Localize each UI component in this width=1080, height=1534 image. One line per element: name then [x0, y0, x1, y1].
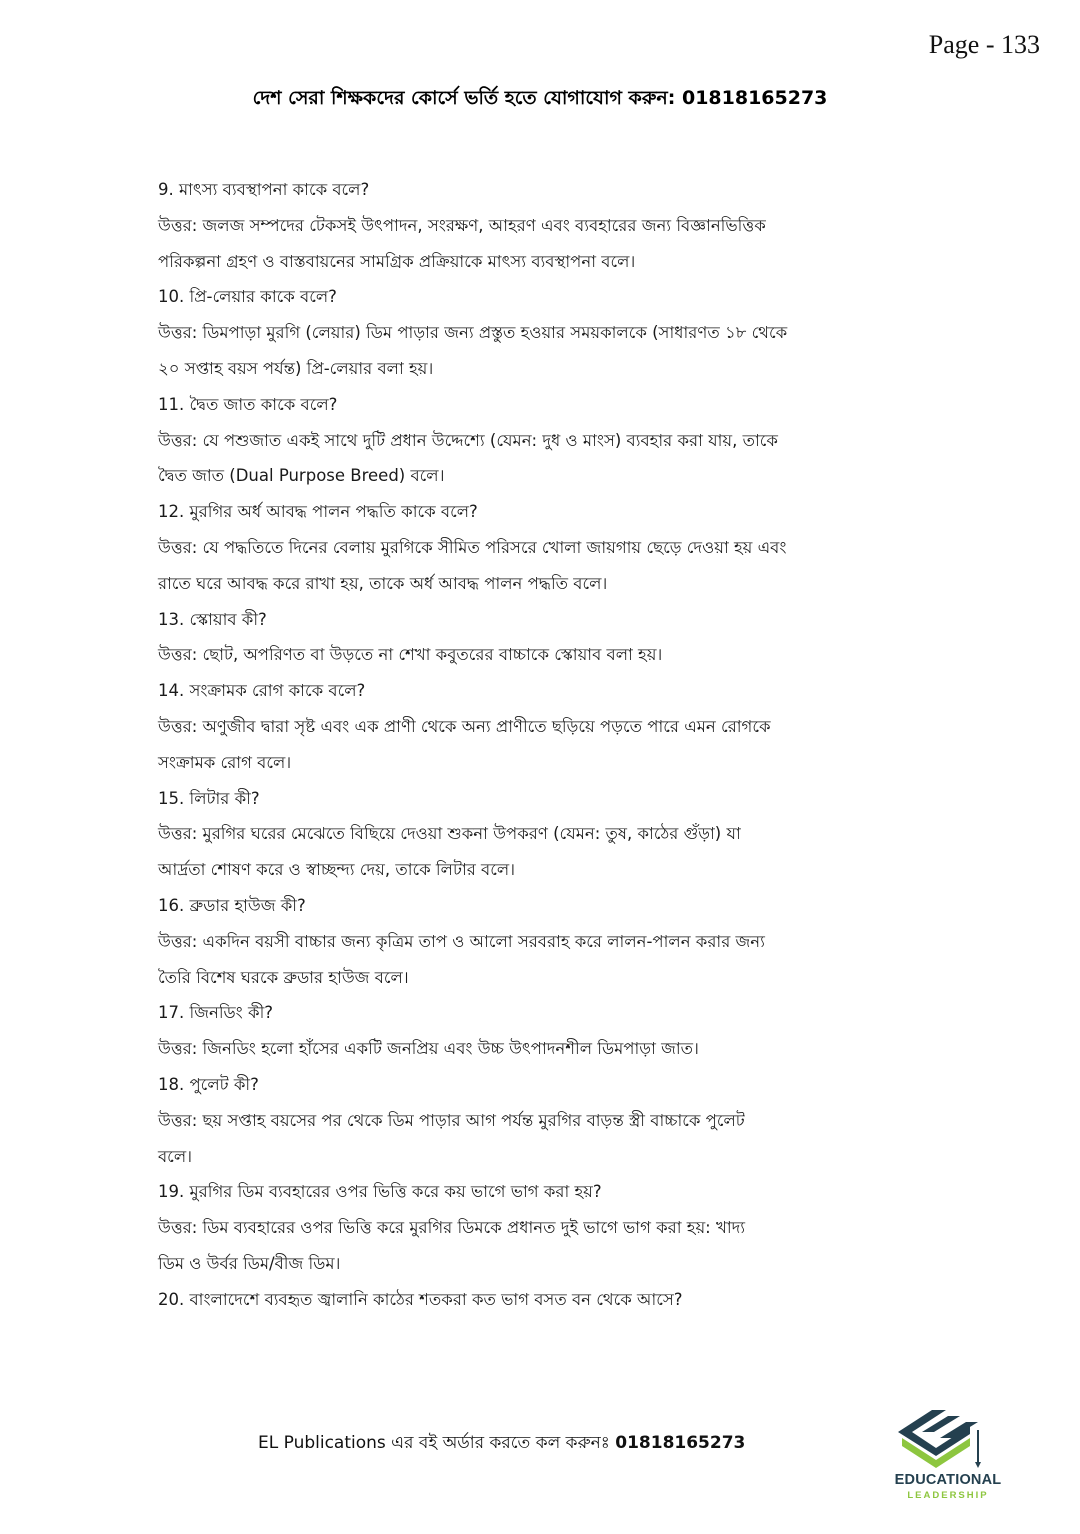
answer-13: উত্তর: ছোট, অপরিণত বা উড়তে না শেখা কবুতরের বাচ্চাকে স্কোয়াব বলা হয়।	[158, 645, 663, 665]
answer-14-line-1: উত্তর: অণুজীব দ্বারা সৃষ্ট এবং এক প্রাণী থেকে অন্য প্রাণীতে ছড়িয়ে পড়তে পারে এমন রোগকে	[158, 716, 771, 736]
question-20: 20. বাংলাদেশে ব্যবহৃত জ্বালানি কাঠের শতকরা কত ভাগ বসত বন থেকে আসে?	[158, 1289, 683, 1309]
answer-11-line-2: দ্বৈত জাত (Dual Purpose Breed) বলে।	[158, 466, 445, 486]
question-14: 14. সংক্রামক রোগ কাকে বলে?	[158, 681, 366, 701]
answer-12-line-1: উত্তর: যে পদ্ধতিতে দিনের বেলায় মুরগিকে সীমিত পরিসরে খোলা জায়গায় ছেড়ে দেওয়া হয় এবং	[158, 537, 787, 557]
answer-9-line-1: উত্তর: জলজ সম্পদের টেকসই উৎপাদন, সংরক্ষণ, আহরণ এবং ব্যবহারের জন্য বিজ্ঞানভিত্তিক	[158, 215, 766, 235]
question-17: 17. জিনডিং কী?	[158, 1003, 274, 1023]
question-15: 15. লিটার কী?	[158, 788, 260, 808]
question-19: 19. মুরগির ডিম ব্যবহারের ওপর ভিত্তি করে কয় ভাগে ভাগ করা হয়?	[158, 1182, 602, 1202]
answer-9-line-2: পরিকল্পনা গ্রহণ ও বাস্তবায়নের সামগ্রিক প্রক্রিয়াকে মাৎস্য ব্যবস্থাপনা বলে।	[158, 251, 636, 271]
graduation-cap-e-icon	[892, 1408, 1004, 1472]
question-16: 16. ব্রুডার হাউজ কী?	[158, 895, 306, 915]
educational-leadership-logo	[892, 1408, 1012, 1508]
answer-16-line-1: উত্তর: একদিন বয়সী বাচ্চার জন্য কৃত্রিম তাপ ও আলো সরবরাহ করে লালন-পালন করার জন্য	[158, 931, 765, 951]
question-18: 18. পুলেট কী?	[158, 1074, 259, 1094]
question-9: 9. মাৎস্য ব্যবস্থাপনা কাকে বলে?	[158, 180, 370, 199]
footer	[258, 1430, 745, 1458]
top-banner: দেশ সেরা শিক্ষকদের কোর্সে ভর্তি হতে যোগাযোগ করুন: 01818165273	[252, 87, 828, 109]
answer-17: উত্তর: জিনডিং হলো হাঁসের একটি জনপ্রিয় এবং উচ্চ উৎপাদনশীল ডিমপাড়া জাত।	[158, 1039, 699, 1059]
answer-10-line-1: উত্তর: ডিমপাড়া মুরগি (লেয়ার) ডিম পাড়ার জন্য প্রস্তুত হওয়ার সময়কালকে (সাধারণত ১৮ থেকে	[158, 323, 788, 343]
logo-text-leadership: LEADERSHIP	[907, 1490, 989, 1501]
answer-19-line-2: ডিম ও উর্বর ডিম/বীজ ডিম।	[158, 1253, 341, 1273]
footer-text: EL Publications এর বই অর্ডার করতে কল করুনঃ	[258, 1433, 616, 1453]
answer-18-line-1: উত্তর: ছয় সপ্তাহ বয়সের পর থেকে ডিম পাড়ার আগ পর্যন্ত মুরগির বাড়ন্ত স্ত্রী বাচ্চাকে পুলেট	[158, 1110, 745, 1130]
answer-11-line-1: উত্তর: যে পশুজাত একই সাথে দুটি প্রধান উদ্দেশ্যে (যেমন: দুধ ও মাংস) ব্যবহার করা যায়, তাকে	[158, 430, 778, 450]
footer-phone: 01818165273	[615, 1433, 746, 1453]
answer-14-line-2: সংক্রামক রোগ বলে।	[158, 752, 292, 772]
qa-content	[158, 172, 938, 1318]
answer-16-line-2: তৈরি বিশেষ ঘরকে ব্রুডার হাউজ বলে।	[158, 967, 409, 987]
answer-15-line-1: উত্তর: মুরগির ঘরের মেঝেতে বিছিয়ে দেওয়া শুকনা উপকরণ (যেমন: তুষ, কাঠের গুঁড়া) যা	[158, 824, 741, 844]
answer-18-line-2: বলে।	[158, 1146, 193, 1166]
answer-12-line-2: রাতে ঘরে আবদ্ধ করে রাখা হয়, তাকে অর্ধ আবদ্ধ পালন পদ্ধতি বলে।	[158, 573, 608, 593]
logo-text-educational: EDUCATIONAL	[894, 1472, 1002, 1488]
question-11: 11. দ্বৈত জাত কাকে বলে?	[158, 394, 338, 414]
question-13: 13. স্কোয়াব কী?	[158, 609, 267, 629]
question-12: 12. মুরগির অর্ধ আবদ্ধ পালন পদ্ধতি কাকে বলে?	[158, 502, 478, 522]
page-number: Page - 133	[928, 30, 1040, 59]
answer-10-line-2: ২০ সপ্তাহ বয়স পর্যন্ত) প্রি-লেয়ার বলা হয়।	[158, 358, 434, 378]
answer-19-line-1: উত্তর: ডিম ব্যবহারের ওপর ভিত্তি করে মুরগির ডিমকে প্রধানত দুই ভাগে ভাগ করা হয়: খাদ্য	[158, 1218, 746, 1238]
answer-15-line-2: আর্দ্রতা শোষণ করে ও স্বাচ্ছন্দ্য দেয়, তাকে লিটার বলে।	[158, 860, 516, 880]
question-10: 10. প্রি-লেয়ার কাকে বলে?	[158, 287, 337, 307]
